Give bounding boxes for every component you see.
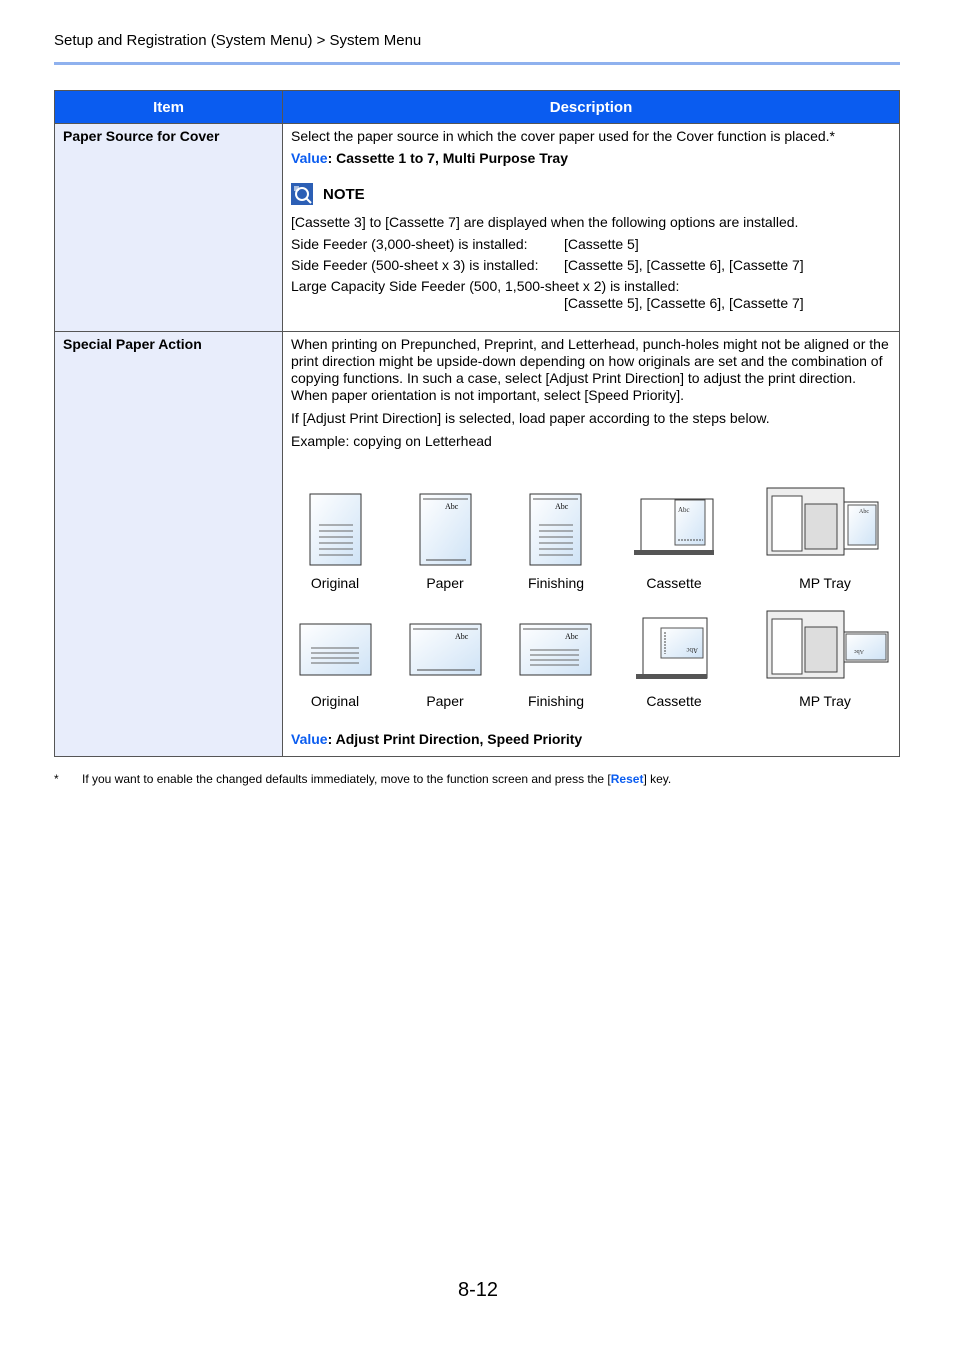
- abc-text: Abc: [445, 502, 459, 511]
- special-description-1: When printing on Prepunched, Preprint, and Letterhead, punch-holes might not be aligned or the print direction might be upside-down depending on how originals are set and the combination of copying functions. In such a case, select [Adjust Print Direction] to adjust the print direction. When paper orientation is not important, select [Speed Priority].: [291, 336, 889, 403]
- label-original-2: Original: [310, 693, 360, 709]
- finishing-landscape-icon: [520, 624, 591, 675]
- option-2-value: [Cassette 5], [Cassette 6], [Cassette 7]: [564, 257, 804, 273]
- column-header-item: Item: [55, 91, 283, 124]
- item-paper-source-cover: Paper Source for Cover: [55, 124, 283, 332]
- label-original-1: Original: [310, 575, 360, 591]
- footnote: [54, 772, 671, 786]
- page-number: 8-12: [458, 1279, 499, 1301]
- option-2-label: Side Feeder (500-sheet x 3) is installed:: [291, 257, 539, 273]
- description-special: [283, 332, 900, 757]
- value-text-special: : Adjust Print Direction, Speed Priority: [327, 731, 583, 747]
- special-description-2: If [Adjust Print Direction] is selected, load paper according to the steps below.: [291, 410, 770, 426]
- option-1-label: Side Feeder (3,000-sheet) is installed:: [291, 236, 528, 252]
- svg-text:Abc: Abc: [686, 646, 698, 654]
- note-header: [291, 183, 891, 205]
- original-portrait-icon: [310, 494, 361, 565]
- abc-text: Abc: [565, 632, 579, 641]
- footnote-text-before: If you want to enable the changed defaults immediately, move to the function screen and press the [: [82, 772, 611, 786]
- footnote-marker: *: [54, 772, 59, 786]
- label-finishing-2: Finishing: [527, 693, 585, 709]
- note-intro: [Cassette 3] to [Cassette 7] are displayed when the following options are installed.: [291, 214, 799, 230]
- label-paper-2: Paper: [426, 693, 464, 709]
- abc-text: Abc: [455, 632, 469, 641]
- paper-landscape-icon: [410, 624, 481, 675]
- paper-portrait-icon: [420, 494, 471, 565]
- label-paper-1: Paper: [426, 575, 464, 591]
- mp-tray-landscape-icon: [767, 611, 888, 678]
- finishing-portrait-icon: [530, 494, 581, 565]
- original-landscape-icon: [300, 624, 371, 675]
- special-description-3: Example: copying on Letterhead: [291, 433, 492, 449]
- illustration-area: [283, 332, 900, 757]
- label-finishing-1: Finishing: [527, 575, 585, 591]
- table-row-cover: [55, 124, 900, 332]
- cassette-landscape-icon: [636, 618, 707, 679]
- option-3-label: Large Capacity Side Feeder (500, 1,500-sheet x 2) is installed:: [291, 278, 680, 294]
- abc-text: Abc: [555, 502, 569, 511]
- svg-text:Abc: Abc: [859, 509, 869, 515]
- settings-table: [54, 90, 900, 757]
- label-cassette-2: Cassette: [646, 693, 702, 709]
- cover-description: Select the paper source in which the cover paper used for the Cover function is placed.*: [291, 128, 835, 144]
- note-title: NOTE: [323, 185, 365, 203]
- item-special-paper-action: Special Paper Action: [55, 332, 283, 757]
- option-3-value: [Cassette 5], [Cassette 6], [Cassette 7]: [564, 295, 804, 311]
- label-mp-tray-1: MP Tray: [799, 575, 851, 591]
- svg-text:Abc: Abc: [854, 648, 864, 654]
- description-cover: [283, 124, 900, 332]
- label-cassette-1: Cassette: [646, 575, 702, 591]
- breadcrumb: Setup and Registration (System Menu) > System Menu: [54, 32, 422, 49]
- column-header-description: Description: [283, 91, 900, 124]
- value-text: : Cassette 1 to 7, Multi Purpose Tray: [327, 150, 568, 166]
- table-row-special: [55, 332, 900, 757]
- cassette-portrait-icon: [634, 499, 714, 555]
- reset-key-label: Reset: [610, 772, 644, 786]
- value-label: Value: [291, 150, 328, 166]
- label-mp-tray-2: MP Tray: [799, 693, 851, 709]
- footnote-text-after: ] key.: [643, 772, 672, 786]
- option-1-value: [Cassette 5]: [564, 236, 639, 252]
- value-label-special: Value: [291, 731, 328, 747]
- header-rule: [54, 62, 900, 65]
- note-icon: [291, 183, 313, 205]
- svg-text:Abc: Abc: [678, 506, 690, 514]
- mp-tray-portrait-icon: [767, 488, 878, 555]
